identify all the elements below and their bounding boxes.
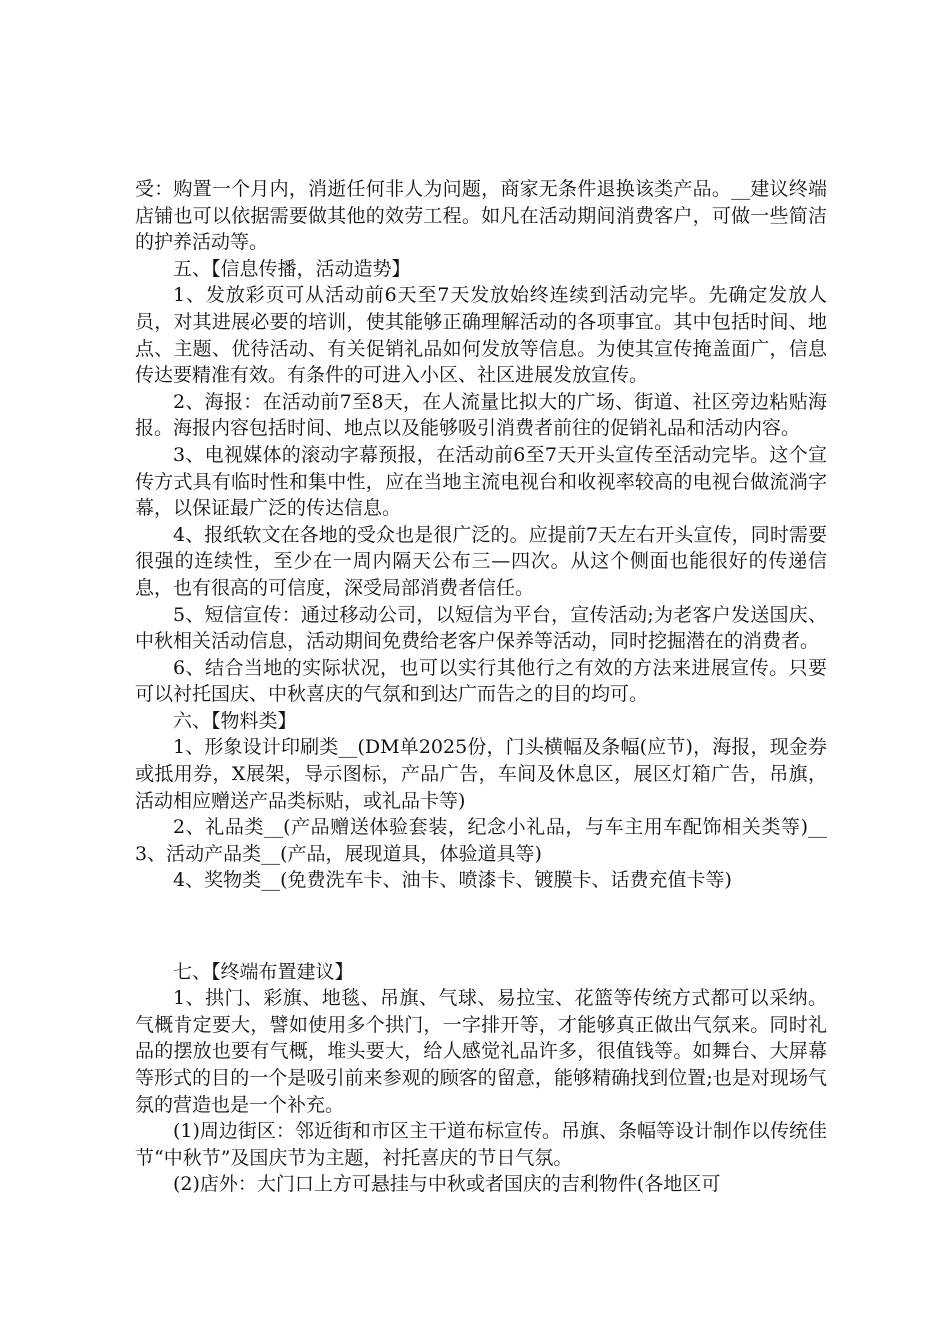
paragraph: 1、形象设计印刷类__(DM单2025份，门头横幅及条幅(应节)，海报，现金券或抵用券，X展架，导示图标，产品广告，车间及休息区，展区灯箱广告，吊旗，活动相应赠送产品类标贴，或礼品卡等) <box>135 736 827 812</box>
document-body <box>135 176 827 1198</box>
paragraph: 6、结合当地的实际状况，也可以实行其他行之有效的方法来进展宣传。只要可以衬托国庆、中秋喜庆的气氛和到达广而告之的目的均可。 <box>135 656 827 706</box>
paragraph: 2、礼品类__(产品赠送体验套装，纪念小礼品，与车主用车配饰相关类等)__3、活动产品类__(产品，展现道具，体验道具等) <box>135 816 827 865</box>
paragraph: (1)周边街区：邻近街和市区主干道布标宣传。吊旗、条幅等设计制作以传统佳节“中秋节”及国庆节为主题，衬托喜庆的节日气氛。 <box>135 1120 827 1169</box>
paragraph: 五、【信息传播，活动造势】 <box>173 257 411 280</box>
paragraph: 受：购置一个月内，消逝任何非人为问题，商家无条件退换该类产品。__建议终端店铺也可以依据需要做其他的效劳工程。如凡在活动期间消费客户，可做一些简洁的护养活动等。 <box>135 178 827 254</box>
paragraph: 4、奖物类__(免费洗车卡、油卡、喷漆卡、镀膜卡、话费充值卡等) <box>173 869 732 892</box>
paragraph: 1、拱门、彩旗、地毯、吊旗、气球、易拉宝、花篮等传统方式都可以采纳。气概肯定要大，譬如使用多个拱门，一字排开等，才能够真正做出气氛来。同时礼品的摆放也要有气概，堆头要大，给人感觉礼品许多，很值钱等。如舞台、大屏幕等形式的目的一个是吸引前来参观的顾客的留意，能够精确找到位置;也是对现场气氛的营造也是一个补充。 <box>135 987 827 1116</box>
paragraph: 七、【终端布置建议】 <box>173 960 354 983</box>
paragraph: 六、【物料类】 <box>173 709 297 732</box>
paragraph: 2、海报：在活动前7至8天，在人流量比拟大的广场、街道、社区旁边粘贴海报。海报内容包括时间、地点以及能够吸引消费者前往的促销礼品和活动内容。 <box>135 390 827 440</box>
paragraph: 3、电视媒体的滚动字幕预报，在活动前6至7天开头宣传至活动完毕。这个宣传方式具有临时性和集中性，应在当地主流电视台和收视率较高的电视台做流淌字幕，以保证最广泛的传达信息。 <box>135 443 827 520</box>
blank-line <box>135 913 827 940</box>
paragraph: (2)店外：大门口上方可悬挂与中秋或者国庆的吉利物件(各地区可 <box>173 1173 721 1196</box>
paragraph: 1、发放彩页可从活动前6天至7天发放始终连续到活动完毕。先确定发放人员，对其进展必要的培训，使其能够正确理解活动的各项事宜。其中包括时间、地点、主题、优待活动、有关促销礼品如何发放等信息。为使其宣传掩盖面广，信息传达要精准有效。有条件的可进入小区、社区进展发放宣传。 <box>135 284 827 387</box>
paragraph: 4、报纸软文在各地的受众也是很广泛的。应提前7天左右开头宣传，同时需要很强的连续性，至少在一周内隔天公布三—四次。从这个侧面也能很好的传递信息，也有很高的可信度，深受局部消费者信任。 <box>135 523 827 599</box>
paragraph: 5、短信宣传：通过移动公司，以短信为平台，宣传活动;为老客户发送国庆、中秋相关活动信息，活动期间免费给老客户保养等活动，同时挖掘潜在的消费者。 <box>135 603 827 653</box>
